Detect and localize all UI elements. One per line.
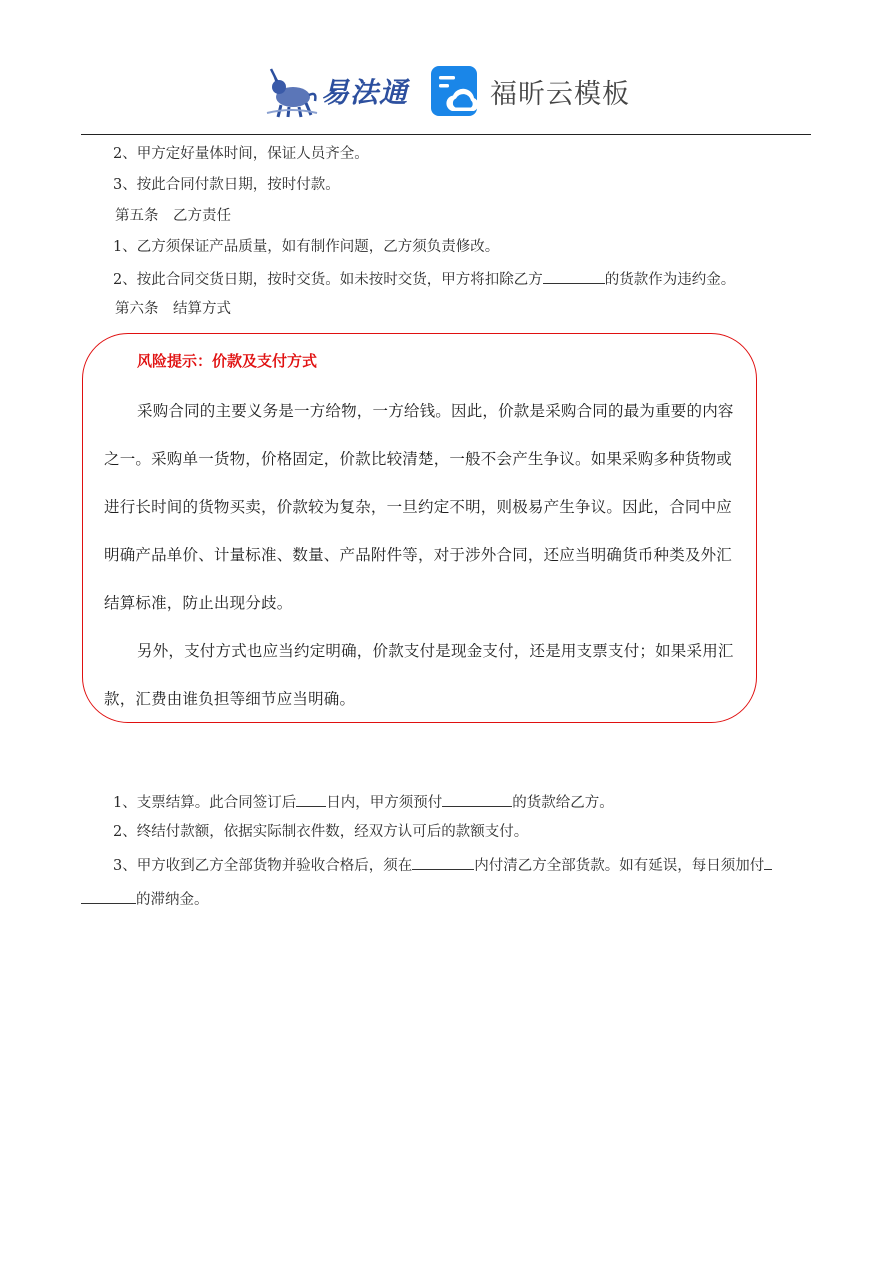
settlement-item-1-text-b: 日内，甲方须预付 — [326, 795, 443, 811]
settlement-item-3-continued — [81, 889, 209, 909]
cloud-document-icon — [430, 65, 482, 117]
page-header — [0, 56, 893, 126]
header-divider — [81, 134, 811, 135]
risk-paragraph-line: 采购合同的主要义务是一方给物，一方给钱。因此，价款是采购合同的最为重要的内容 — [137, 402, 734, 420]
blank-payment-deadline[interactable] — [412, 855, 474, 870]
article-5-heading: 第五条 乙方责任 — [115, 208, 231, 224]
settlement-item-1-text-c: 的货款给乙方。 — [512, 795, 614, 811]
settlement-item-1-text-a: 1、支票结算。此合同签订后 — [113, 795, 297, 811]
clause-party-b-2-text-a: 2、按此合同交货日期，按时交货。如未按时交货，甲方将扣除乙方 — [113, 272, 543, 288]
clause-party-a-2: 2、甲方定好量体时间，保证人员齐全。 — [113, 146, 369, 162]
yifatong-logo-text: 易法通 — [320, 76, 408, 109]
clause-party-b-2 — [113, 269, 735, 289]
blank-late-fee-start[interactable] — [764, 855, 772, 870]
yifatong-logo — [263, 63, 408, 119]
clause-party-b-1: 1、乙方须保证产品质量，如有制作问题，乙方须负责修改。 — [113, 239, 500, 255]
settlement-item-3-text-a: 3、甲方收到乙方全部货物并验收合格后，须在 — [113, 858, 413, 874]
blank-penalty-amount[interactable] — [543, 269, 605, 284]
blank-prepayment[interactable] — [442, 792, 512, 807]
foxit-template-logo-text: 福昕云模板 — [490, 78, 630, 110]
blank-late-fee[interactable] — [81, 889, 136, 904]
risk-paragraph-line: 另外，支付方式也应当约定明确，价款支付是现金支付，还是用支票支付；如果采用汇 — [137, 642, 734, 660]
clause-party-a-3: 3、按此合同付款日期，按时付款。 — [113, 177, 340, 193]
clause-party-b-2-text-b: 的货款作为违约金。 — [604, 272, 736, 288]
risk-paragraph-line: 结算标准，防止出现分歧。 — [104, 594, 293, 612]
risk-warning-title: 风险提示：价款及支付方式 — [137, 352, 318, 370]
settlement-item-3 — [113, 855, 772, 875]
foxit-template-logo — [430, 65, 630, 117]
settlement-item-3-text-b: 内付清乙方全部货款。如有延误，每日须加付 — [474, 858, 765, 874]
risk-paragraph-line: 明确产品单价、计量标准、数量、产品附件等，对于涉外合同，还应当明确货币种类及外汇 — [104, 546, 733, 564]
settlement-item-3-cont-text: 的滞纳金。 — [136, 892, 209, 908]
settlement-item-1 — [113, 792, 614, 812]
risk-paragraph-line: 进行长时间的货物买卖，价款较为复杂，一旦约定不明，则极易产生争议。因此，合同中应 — [104, 498, 733, 516]
blank-days[interactable] — [296, 792, 326, 807]
risk-paragraph-line: 款，汇费由谁负担等细节应当明确。 — [104, 690, 356, 708]
settlement-item-2: 2、终结付款额，依据实际制衣件数，经双方认可后的款额支付。 — [113, 824, 529, 840]
risk-warning-box — [82, 333, 757, 723]
unicorn-emblem-icon — [263, 63, 319, 119]
article-6-heading: 第六条 结算方式 — [115, 301, 231, 317]
risk-paragraph-line: 之一。采购单一货物，价格固定，价款比较清楚，一般不会产生争议。如果采购多种货物或 — [104, 450, 733, 468]
